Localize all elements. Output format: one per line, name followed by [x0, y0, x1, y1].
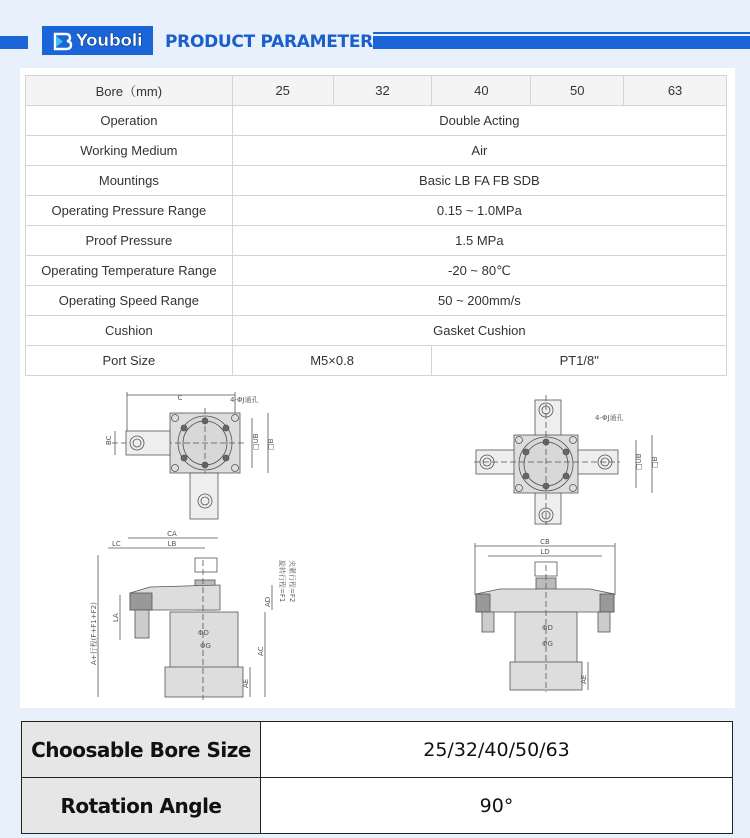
- svg-text:LA: LA: [112, 613, 120, 622]
- spec-value: -20 ~ 80℃: [232, 256, 726, 286]
- spec-label: Proof Pressure: [26, 226, 233, 256]
- bore-50: 50: [531, 76, 624, 106]
- svg-text:旋转行程=F1: 旋转行程=F1: [278, 560, 286, 603]
- svg-text:□UB: □UB: [635, 453, 643, 470]
- svg-text:AC: AC: [257, 646, 265, 656]
- spec-label: Port Size: [26, 346, 233, 376]
- spec-label: Mountings: [26, 166, 233, 196]
- spec-label: Working Medium: [26, 136, 233, 166]
- spec-value: Air: [232, 136, 726, 166]
- spec-row: [26, 166, 727, 196]
- svg-text:4-ΦJ通孔: 4-ΦJ通孔: [595, 414, 624, 422]
- svg-text:ΦG: ΦG: [542, 640, 553, 648]
- spec-value: Gasket Cushion: [232, 316, 726, 346]
- svg-text:AD: AD: [264, 596, 272, 607]
- svg-text:LD: LD: [540, 548, 550, 556]
- svg-text:LC: LC: [112, 540, 121, 548]
- top-view-double-arm: [474, 395, 659, 525]
- spec-label: Operating Speed Range: [26, 286, 233, 316]
- spec-value: 1.5 MPa: [232, 226, 726, 256]
- bore-25: 25: [232, 76, 333, 106]
- spec-header-row: [26, 76, 727, 106]
- spec-label: Cushion: [26, 316, 233, 346]
- spec-value: Double Acting: [232, 106, 726, 136]
- top-view-single-arm: [105, 392, 275, 519]
- spec-row: [26, 196, 727, 226]
- port-size-small: M5×0.8: [232, 346, 432, 376]
- bore-63: 63: [624, 76, 727, 106]
- spec-label: Operating Pressure Range: [26, 196, 233, 226]
- svg-text:BC: BC: [105, 435, 113, 445]
- header-right-line: [373, 32, 750, 34]
- svg-text:ΦD: ΦD: [542, 624, 553, 632]
- svg-text:ΦG: ΦG: [200, 642, 211, 650]
- port-size-large: PT1/8": [432, 346, 727, 376]
- spec-row: [26, 316, 727, 346]
- spec-row: [26, 286, 727, 316]
- svg-text:ΦD: ΦD: [198, 629, 209, 637]
- spec-label: Operating Temperature Range: [26, 256, 233, 286]
- spec-row: [26, 256, 727, 286]
- page-title: PRODUCT PARAMETER: [165, 32, 373, 52]
- header-right-bar: [373, 36, 750, 49]
- spec-label: Operation: [26, 106, 233, 136]
- spec-table: [25, 75, 727, 376]
- brand-mark-icon: [53, 31, 73, 51]
- summary-table: [21, 721, 733, 834]
- svg-text:□B: □B: [651, 456, 659, 468]
- svg-text:LB: LB: [167, 540, 177, 548]
- spec-value: Basic LB FA FB SDB: [232, 166, 726, 196]
- spec-value: 50 ~ 200mm/s: [232, 286, 726, 316]
- port-size-row: [26, 346, 727, 376]
- header-left-bar: [0, 36, 28, 49]
- brand-logo: [42, 26, 153, 55]
- spec-row: [26, 136, 727, 166]
- brand-name: Youboli: [75, 30, 143, 51]
- summary-label: Choosable Bore Size: [22, 722, 261, 778]
- summary-label: Rotation Angle: [22, 778, 261, 834]
- bore-label: Bore（mm): [26, 76, 233, 106]
- svg-text:A+行程(F+F1+F2): A+行程(F+F1+F2): [90, 602, 98, 665]
- front-view-double-arm: [475, 538, 615, 692]
- bore-40: 40: [432, 76, 531, 106]
- summary-value: 25/32/40/50/63: [261, 722, 733, 778]
- bore-32: 32: [333, 76, 432, 106]
- svg-text:AE: AE: [242, 678, 250, 688]
- spec-value: 0.15 ~ 1.0MPa: [232, 196, 726, 226]
- svg-text:□B: □B: [267, 438, 275, 450]
- svg-text:□UB: □UB: [252, 433, 260, 450]
- svg-text:AE: AE: [580, 674, 588, 684]
- spec-row: [26, 226, 727, 256]
- spec-row: [26, 106, 727, 136]
- svg-text:夹紧行程=F2: 夹紧行程=F2: [288, 560, 296, 603]
- svg-text:C: C: [177, 394, 183, 402]
- svg-text:4-ΦJ通孔: 4-ΦJ通孔: [230, 396, 259, 404]
- front-view-single-arm: [89, 530, 297, 700]
- svg-text:CB: CB: [540, 538, 550, 546]
- dimension-drawings: [25, 380, 727, 705]
- summary-row: [22, 778, 733, 834]
- svg-text:CA: CA: [167, 530, 177, 538]
- summary-value: 90°: [261, 778, 733, 834]
- summary-row: [22, 722, 733, 778]
